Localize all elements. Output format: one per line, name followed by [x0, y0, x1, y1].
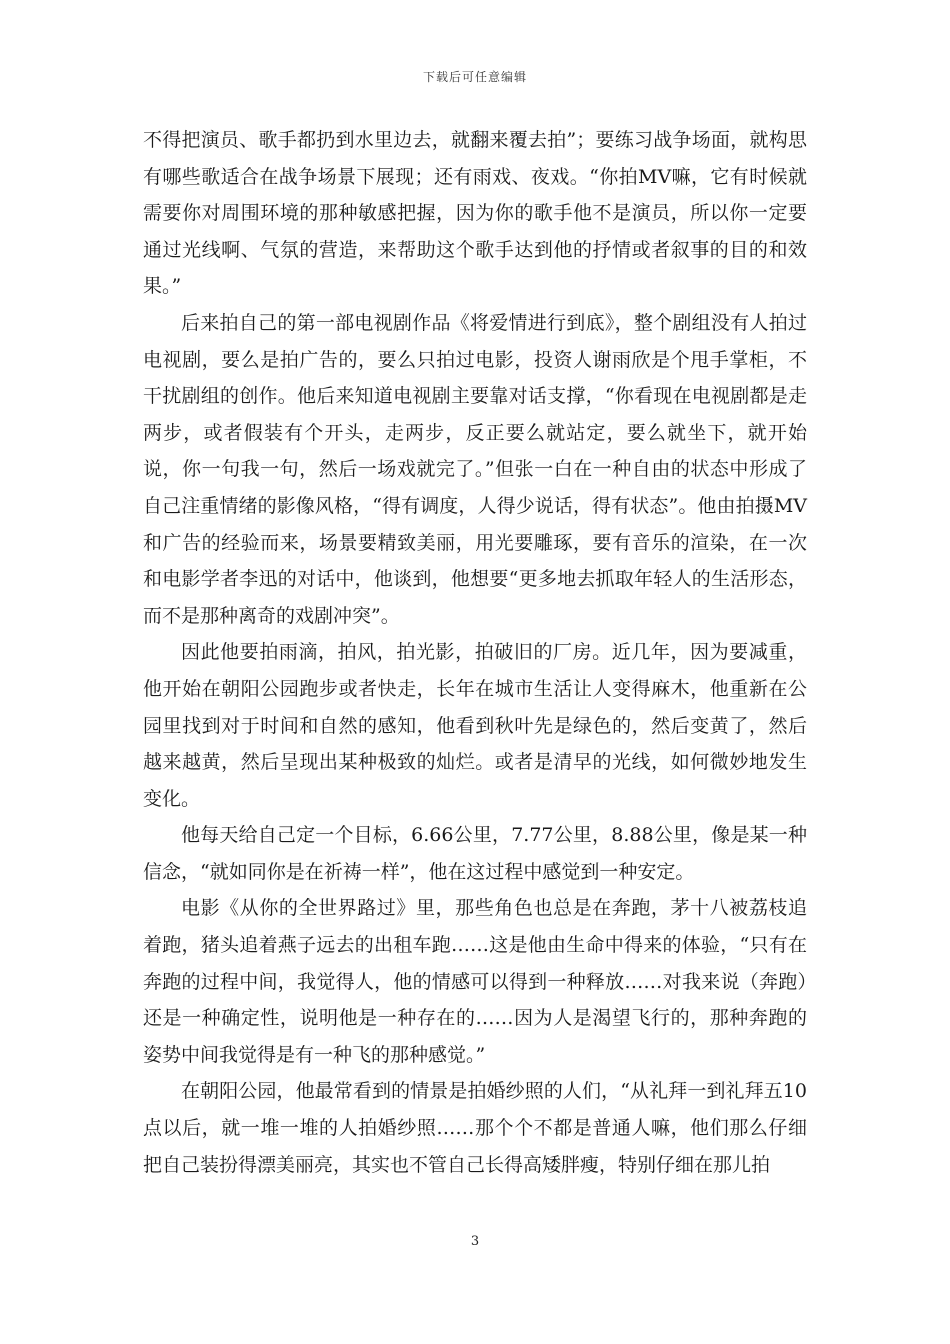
paragraph: 在朝阳公园，他最常看到的情景是拍婚纱照的人们，“从礼拜一到礼拜五10点以后，就一堆一堆的人拍婚纱照……那个个不都是普通人嘛，他们那么仔细把自己装扮得漂美丽亮，其实也不管自己长得高矮胖瘦，特别仔细在那儿拍 [143, 1080, 807, 1176]
paragraph-continuation: 不得把演员、歌手都扔到水里边去，就翻来覆去拍”；要练习战争场面，就构思有哪些歌适合在战争场景下展现；还有雨戏、夜戏。“你拍MV嘛，它有时候就需要你对周围环境的那种敏感把握，因为你的歌手他不是演员，所以你一定要通过光线啊、气氛的营造，来帮助这个歌手达到他的抒情或者叙事的目的和效果。” [143, 129, 807, 298]
page-number: 3 [470, 1234, 480, 1249]
paragraph: 电影《从你的全世界路过》里，那些角色也总是在奔跑，茅十八被荔枝追着跑，猪头追着燕子远去的出租车跑……这是他由生命中得来的体验，“只有在奔跑的过程中间，我觉得人，他的情感可以得到一种释放……对我来说（奔跑）还是一种确定性，说明他是一种存在的……因为人是渴望飞行的，那种奔跑的姿势中间我觉得是有一种飞的那种感觉。” [143, 897, 807, 1066]
page-header: 下载后可任意编辑 [422, 70, 527, 84]
paragraph: 后来拍自己的第一部电视剧作品《将爱情进行到底》，整个剧组没有人拍过电视剧，要么是拍广告的，要么只拍过电影，投资人谢雨欣是个甩手掌柜，不干扰剧组的创作。他后来知道电视剧主要靠对话支撑，“你看现在电视剧都是走两步，或者假装有个开头，走两步，反正要么就站定，要么就坐下，就开始说，你一句我一句，然后一场戏就完了。”但张一白在一种自由的状态中形成了自己注重情绪的影像风格，“得有调度，人得少说话，得有状态”。他由拍摄MV和广告的经验而来，场景要精致美丽，用光要雕琢，要有音乐的渲染，在一次和电影学者李迅的对话中，他谈到，他想要“更多地去抓取年轻人的生活形态，而不是那种离奇的戏剧冲突”。 [143, 311, 807, 627]
paragraph: 他每天给自己定一个目标，6.66公里，7.77公里，8.88公里，像是某一种信念，“就如同你是在祈祷一样”，他在这过程中感觉到一种安定。 [143, 824, 807, 883]
document-body [143, 122, 807, 1183]
paragraph: 因此他要拍雨滴，拍风，拍光影，拍破旧的厂房。近几年，因为要减重，他开始在朝阳公园跑步或者快走，长年在城市生活让人变得麻木，他重新在公园里找到对于时间和自然的感知，他看到秋叶先是绿色的，然后变黄了，然后越来越黄，然后呈现出某种极致的灿烂。或者是清早的光线，如何微妙地发生变化。 [143, 641, 807, 810]
